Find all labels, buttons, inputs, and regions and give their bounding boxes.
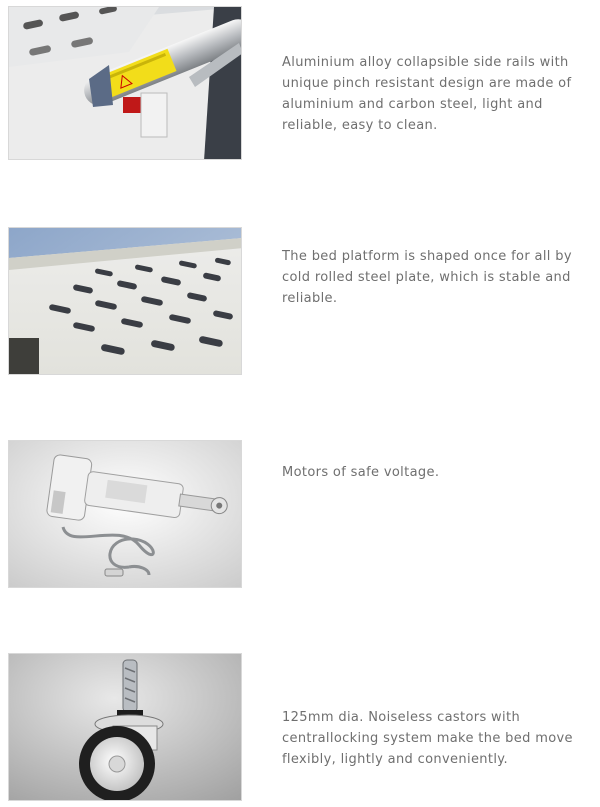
castor-photo <box>8 653 242 801</box>
castor-description: 125mm dia. Noiseless castors with centrallocking system make the bed move flexibly, lightly and conveniently. <box>282 710 573 767</box>
bed-platform-photo <box>8 227 242 375</box>
motor-photo <box>8 440 242 588</box>
side-rail-photo <box>8 6 242 160</box>
bed-platform-description: The bed platform is shaped once for all by cold rolled steel plate, which is stable and reliable. <box>282 249 572 306</box>
motor-description: Motors of safe voltage. <box>282 465 440 480</box>
side-rail-description: Aluminium alloy collapsible side rails with unique pinch resistant design are made of aluminium and carbon steel, light and reliable, easy to clean. <box>282 55 572 133</box>
